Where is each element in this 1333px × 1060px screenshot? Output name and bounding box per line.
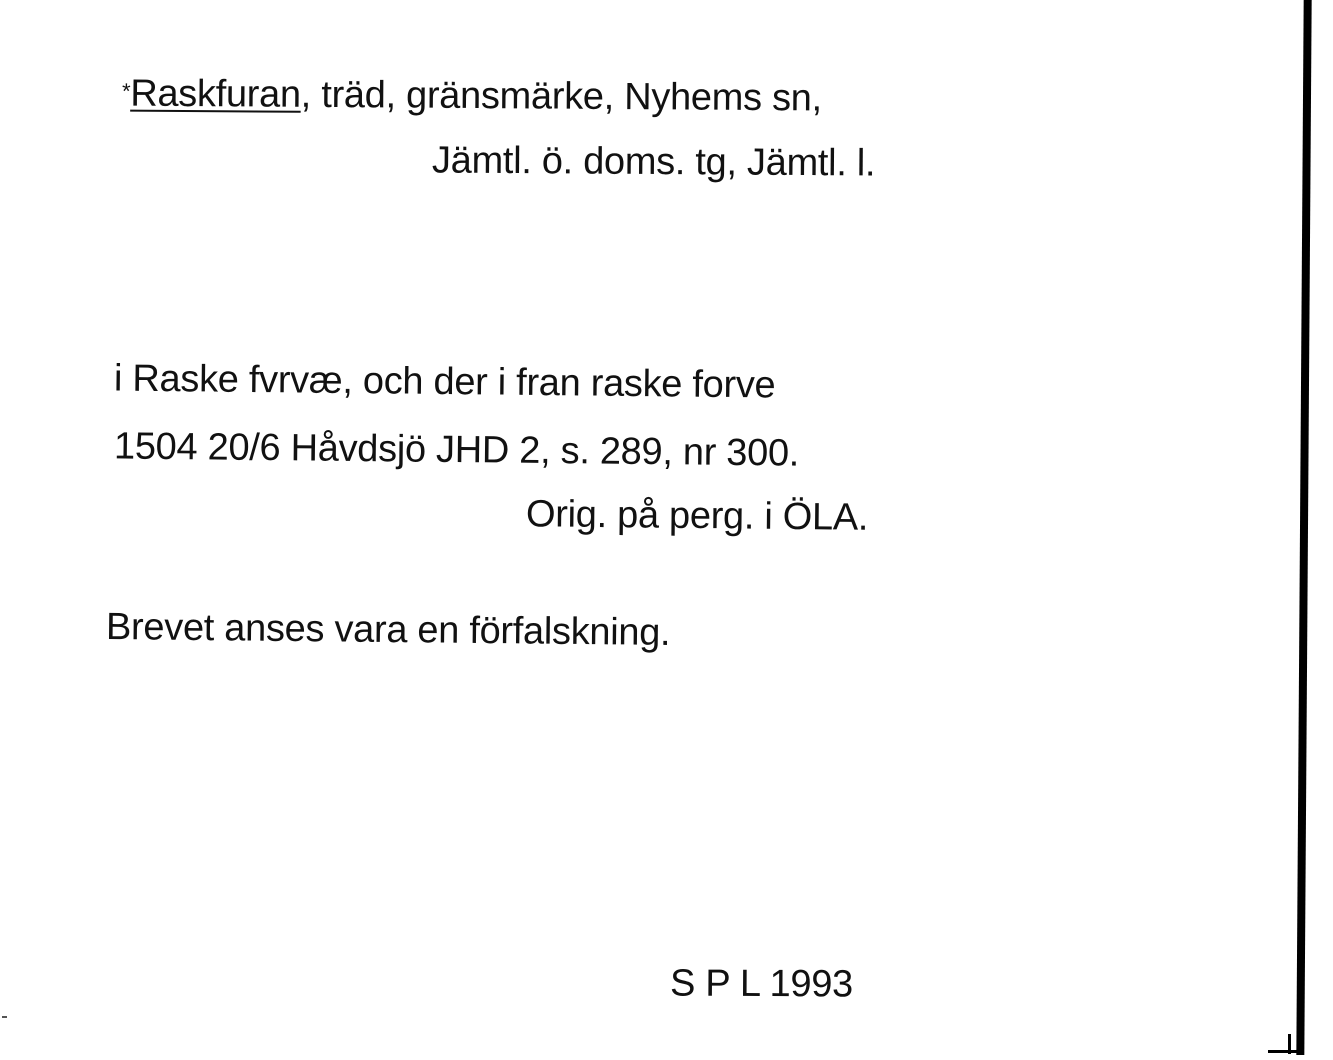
card-right-edge [1296,0,1311,1055]
heading-description: , träd, gränsmärke, Nyhems sn, [300,73,822,120]
corner-tick-vertical [1288,1034,1291,1054]
quote-line: i Raske fvrvæ, och der i fran raske forve [113,357,776,407]
signature: S P L 1993 [669,962,854,1006]
headword: Raskfuran [130,72,301,116]
corner-tick-horizontal [1268,1050,1302,1053]
source-line: 1504 20/6 Håvdsjö JHD 2, s. 289, nr 300. [113,425,800,475]
location-line: Jämtl. ö. doms. tg, Jämtl. l. [431,139,876,185]
asterisk-mark: * [121,78,131,104]
scan-speck [2,1016,7,1018]
note-line: Brevet anses vara en förfalskning. [105,606,671,654]
heading-line [122,72,822,121]
original-line: Orig. på perg. i ÖLA. [525,493,869,539]
